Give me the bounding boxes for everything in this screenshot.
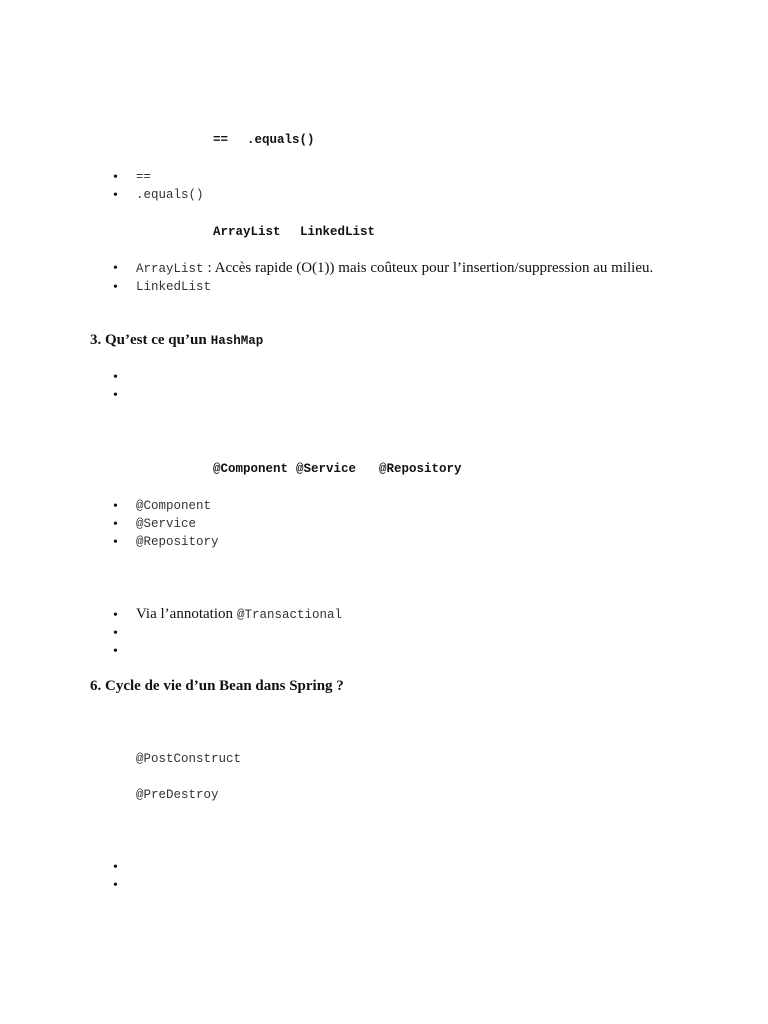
section5-item-transactional <box>136 605 342 623</box>
section2-item-linkedlist: LinkedList <box>136 280 212 294</box>
bullet-icon: • <box>113 388 118 403</box>
section4-title-code-repository: @Repository <box>379 462 462 476</box>
section2-item-arraylist-text: : Accès rapide (O(1)) mais coûteux pour l’insertion/suppression au milieu. <box>207 260 654 276</box>
bullet-icon: • <box>113 644 118 659</box>
section2-title-code-arraylist: ArrayList <box>213 225 281 239</box>
bullet-icon: • <box>113 188 118 203</box>
section1-title-code-equals: .equals() <box>247 133 315 147</box>
section4-item-component: @Component <box>136 499 212 513</box>
section1-item-equals: .equals() <box>136 188 204 202</box>
section2-title-code-linkedlist: LinkedList <box>300 225 376 239</box>
bullet-icon: • <box>113 860 118 875</box>
bullet-icon: • <box>113 280 118 295</box>
section1-title-code-eq: == <box>213 133 229 147</box>
section6-heading: 6. Cycle de vie d’un Bean dans Spring ? <box>90 678 344 694</box>
section3-heading <box>90 331 263 349</box>
section3-heading-code: HashMap <box>210 334 264 348</box>
section2-item-arraylist <box>136 259 653 277</box>
bullet-icon: • <box>113 608 118 623</box>
bullet-icon: • <box>113 370 118 385</box>
section5-item-code: @Transactional <box>237 608 343 622</box>
section5-item-text: Via l’annotation <box>136 606 233 622</box>
bullet-icon: • <box>113 878 118 893</box>
section4-title-code-component: @Component <box>213 462 289 476</box>
bullet-icon: • <box>113 170 118 185</box>
bullet-icon: • <box>113 499 118 514</box>
section6-code-predestroy: @PreDestroy <box>136 788 219 802</box>
bullet-icon: • <box>113 517 118 532</box>
section4-title-code-service: @Service <box>296 462 357 476</box>
section4-item-service: @Service <box>136 517 197 531</box>
bullet-icon: • <box>113 535 118 550</box>
section6-code-postconstruct: @PostConstruct <box>136 752 242 766</box>
section2-item-arraylist-code: ArrayList <box>136 262 204 276</box>
bullet-icon: • <box>113 626 118 641</box>
section4-item-repository: @Repository <box>136 535 219 549</box>
bullet-icon: • <box>113 261 118 276</box>
section1-item-eq: == <box>136 170 152 184</box>
section3-heading-text: 3. Qu’est ce qu’un <box>90 332 207 348</box>
